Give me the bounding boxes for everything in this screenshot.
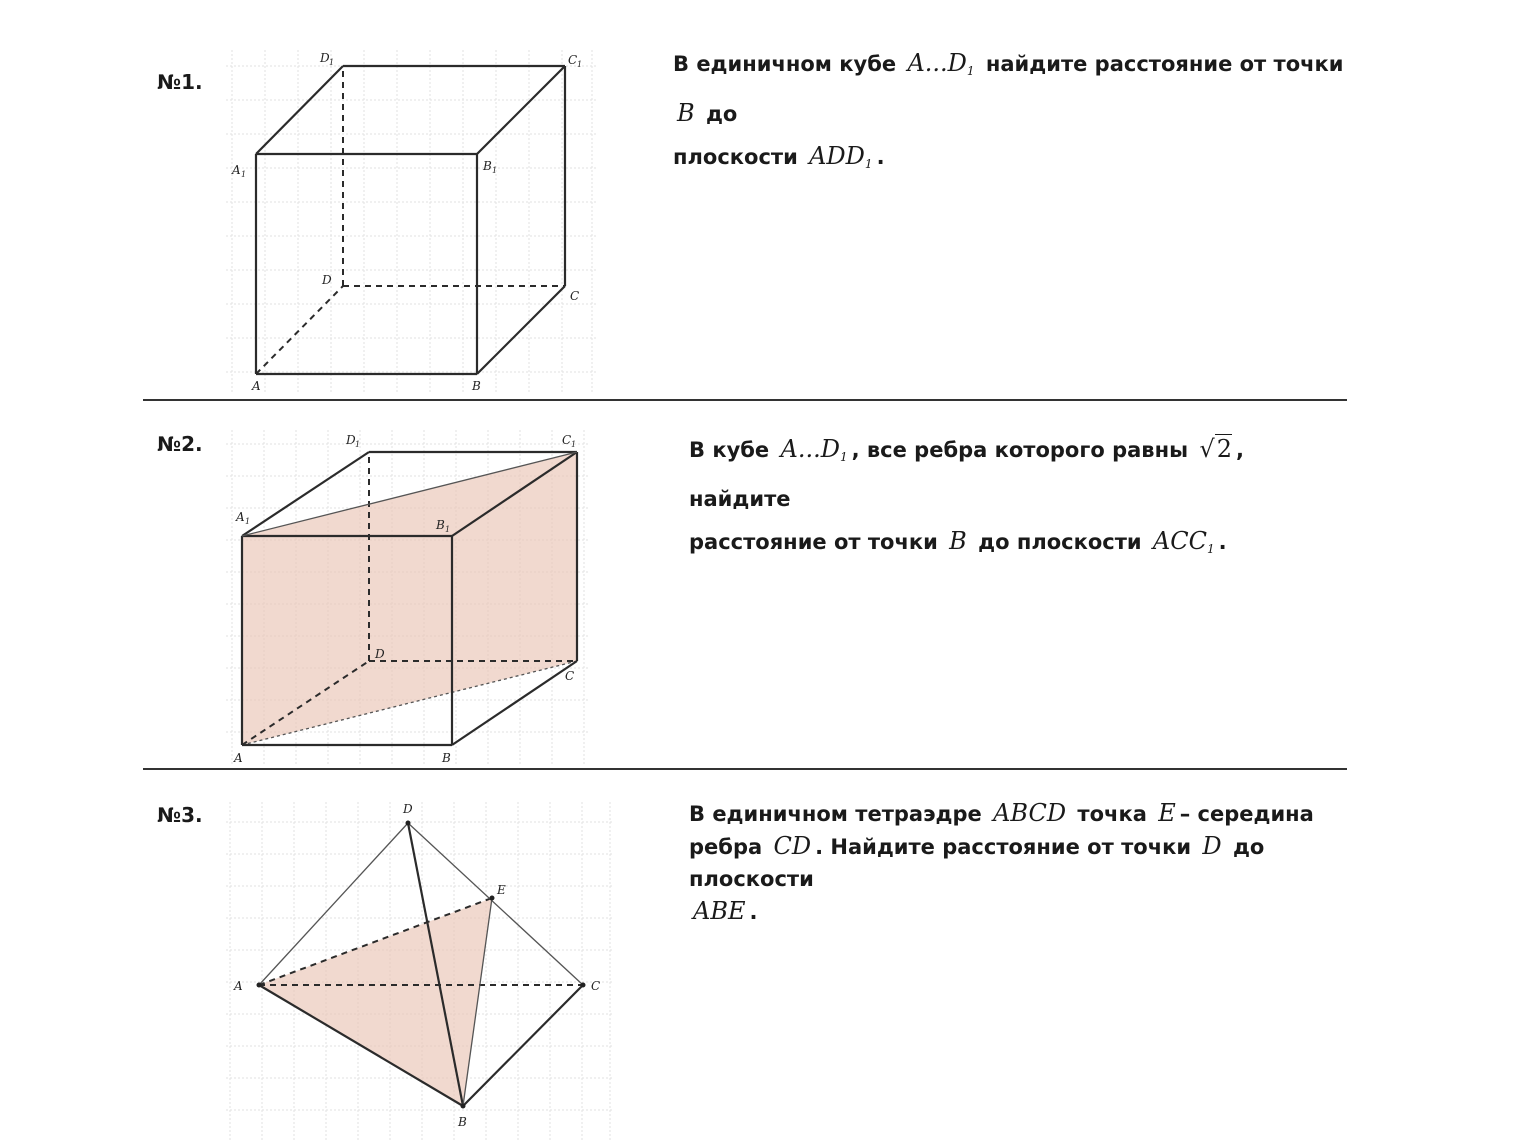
label-A: A xyxy=(234,979,243,993)
label-C1-sub: 1 xyxy=(577,60,583,69)
point-B xyxy=(461,1104,466,1109)
label-C1: C xyxy=(562,433,572,447)
label-A: A xyxy=(234,751,243,765)
problem-2-math-cube: $A...D_1$ xyxy=(780,435,848,464)
label-B: B xyxy=(458,1115,467,1129)
problem-3-text-p2: точка xyxy=(1077,802,1147,826)
label-A1: A xyxy=(232,163,241,177)
edge-AD xyxy=(256,286,343,374)
edge-BC xyxy=(477,286,565,374)
label-B: B xyxy=(442,751,451,765)
separator-1 xyxy=(143,399,1347,401)
problem-1-math-plane: $ADD_1$ xyxy=(809,142,873,171)
problem-2-cube-figure xyxy=(222,424,592,768)
problem-1-text-p3: до xyxy=(705,102,738,126)
label-D1: D xyxy=(320,51,330,65)
label-A1-sub: 1 xyxy=(241,170,247,179)
label-A: A xyxy=(252,379,261,393)
problem-2-text-p1: В кубе xyxy=(689,438,770,462)
label-D: D xyxy=(322,273,332,287)
problem-2-text-p4: расстояние от точки xyxy=(689,530,938,554)
problem-3-math-point: D xyxy=(1202,832,1222,860)
label-D1-sub: 1 xyxy=(355,440,361,449)
problem-2-text-p3: , найдите xyxy=(689,438,1244,511)
problem-2-math-sqrt: √2 xyxy=(1199,435,1232,463)
problem-3-text-p3: – середина xyxy=(1179,802,1314,826)
edge-B1C1 xyxy=(477,66,565,154)
label-C: C xyxy=(591,979,601,993)
separator-2 xyxy=(143,768,1347,770)
problem-3-text-p5: . Найдите расстояние от точки xyxy=(815,835,1192,859)
problem-3-text-p6: до плоскости xyxy=(689,835,1265,891)
label-C1: C xyxy=(568,53,578,67)
label-B1: B xyxy=(436,518,445,532)
point-C xyxy=(581,983,586,988)
edge-BC xyxy=(463,985,583,1106)
problem-2-math-point: B xyxy=(949,527,967,555)
problem-3-math-plane: ABE xyxy=(693,897,746,925)
label-D1-sub: 1 xyxy=(329,58,335,67)
problem-2-text-p2: , все ребра которого равны xyxy=(851,438,1189,462)
point-E xyxy=(490,896,495,901)
label-B1-sub: 1 xyxy=(445,525,451,534)
problem-3-tetrahedron-figure xyxy=(222,796,616,1144)
problem-2-number: №2. xyxy=(157,432,203,456)
plane-ACC1A1 xyxy=(242,452,577,745)
problem-3-math-edge: CD xyxy=(773,832,812,860)
problem-1-math-point: B xyxy=(677,99,695,127)
problem-1-math-cube: $A...D_1$ xyxy=(907,49,975,78)
problem-1-text: В единичном кубе $A...D_1$ найдите расстояние от точки B до плоскости $ADD_1$ . xyxy=(673,49,1344,171)
problem-3-math-E: E xyxy=(1158,799,1176,827)
label-A1-sub: 1 xyxy=(245,517,251,526)
label-C1-sub: 1 xyxy=(571,440,577,449)
problem-1-text-p1: В единичном кубе xyxy=(673,52,897,76)
edge-A1D1 xyxy=(256,66,343,154)
problem-2-text-p5: до плоскости xyxy=(978,530,1142,554)
label-A1: A xyxy=(236,510,245,524)
problem-1-text-p4: плоскости xyxy=(673,145,798,169)
label-B: B xyxy=(472,379,481,393)
grid xyxy=(226,50,598,392)
problem-3-number: №3. xyxy=(157,803,203,827)
problem-3-text-p1: В единичном тетраэдре xyxy=(689,802,982,826)
label-D1: D xyxy=(346,433,356,447)
problem-2-math-plane: $ACC_1$ xyxy=(1152,527,1215,556)
problem-1-number: №1. xyxy=(157,70,203,94)
problem-3-text: В единичном тетраэдре ABCD точка E – середина ребра CD . Найдите расстояние от точки D до плоскости ABE . xyxy=(689,799,1314,925)
label-B1-sub: 1 xyxy=(492,166,498,175)
label-C: C xyxy=(570,289,580,303)
label-B1: B xyxy=(483,159,492,173)
problem-3-math-tetra: ABCD xyxy=(993,799,1067,827)
point-D xyxy=(406,821,411,826)
problem-1-text-p2: найдите расстояние от точки xyxy=(985,52,1344,76)
label-E: E xyxy=(497,883,506,897)
problem-2-text: В кубе $A...D_1$ , все ребра которого равны √2 , найдите расстояние от точки B до плоскости $ACC_1$ . xyxy=(689,435,1244,556)
problem-3-text-p4: ребра xyxy=(689,835,763,859)
label-C: C xyxy=(565,669,575,683)
point-A xyxy=(257,983,262,988)
label-D: D xyxy=(403,802,413,816)
problem-1-cube-figure xyxy=(222,42,602,398)
label-D: D xyxy=(375,647,385,661)
